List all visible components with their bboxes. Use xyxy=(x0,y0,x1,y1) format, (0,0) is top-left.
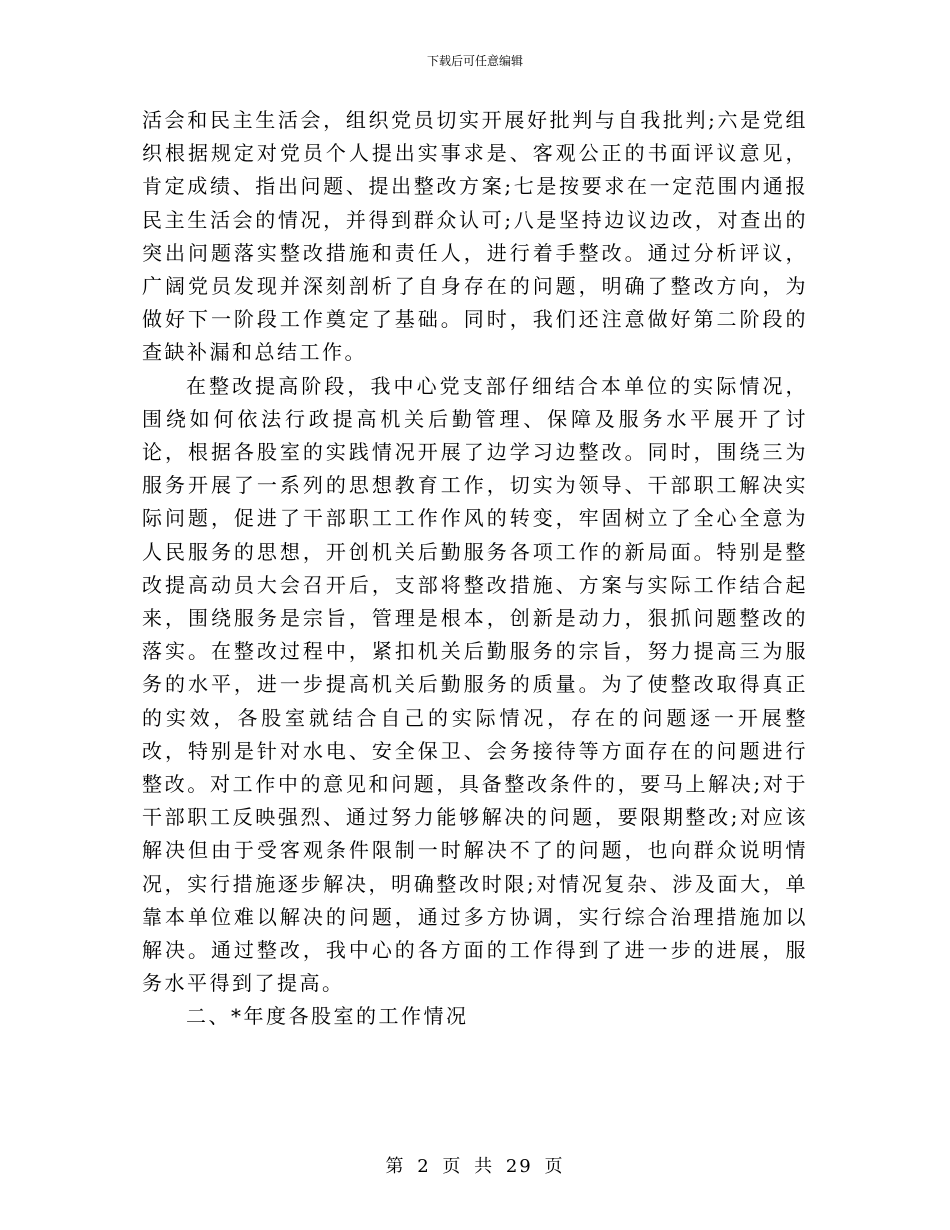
paragraph-rectification: 在整改提高阶段，我中心党支部仔细结合本单位的实际情况， 围绕如何依法行政提高机关后勤管理、保障及服务水平展开了讨论，根据各股室的实践情况开展了边学习边整改。同时，围绕三为服务开展了一系列的思想教育工作，切实为领导、干部职工解决实际问题，促进了干部职工工作作风的转变，牢固树立了全心全意为人民服务的思想，开创机关后勤服务各项工作的新局面。特别是整改提高动员大会召开后，支部将整改措施、方案与实际工作结合起来，围绕服务是宗旨，管理是根本，创新是动力，狠抓问题整改的落实。在整改过程中，紧扣机关后勤服务的宗旨，努力提高三为服务的水平，进一步提高机关后勤服务的质量。为了使整改取得真正的实效，各股室就结合自己的实际情况，存在的问题逐一开展整改，特别是针对水电、安全保卫、会务接待等方面存在的问题进行整改。对工作中的意见和问题，具备整改条件的，要马上解决;对于干部职工反映强烈、通过努力能够解决的问题，要限期整改;对应该解决但由于受客观条件限制一时解决不了的问题，也向群众说明情况，实行措施逐步解决，明确整改时限;对情况复杂、涉及面大，单靠本单位难以解决的问题，通过多方协调，实行综合治理措施加以解决。通过整改，我中心的各方面的工作得到了进一步的进展，服务水平得到了提高。 xyxy=(142,373,808,996)
page-number-footer: 第 2 页 共 29 页 xyxy=(385,1156,565,1177)
document-body xyxy=(142,104,808,1034)
paragraph-continued: 活会和民主生活会，组织党员切实开展好批判与自我批判;六是党组织根据规定对党员个人提出实事求是、客观公正的书面评议意见，肯定成绩、指出问题、提出整改方案;七是按要求在一定范围内通报民主生活会的情况，并得到群众认可;八是坚持边议边改，对查出的突出问题落实整改措施和责任人，进行着手整改。通过分析评议，广阔党员发现并深刻剖析了自身存在的问题，明确了整改方向，为做好下一阶段工作奠定了基础。同时，我们还注意做好第二阶段的查缺补漏和总结工作。 xyxy=(142,108,808,365)
page-header-note: 下载后可任意编辑 xyxy=(426,54,523,68)
section-heading: 二、*年度各股室的工作情况 xyxy=(186,1004,469,1029)
